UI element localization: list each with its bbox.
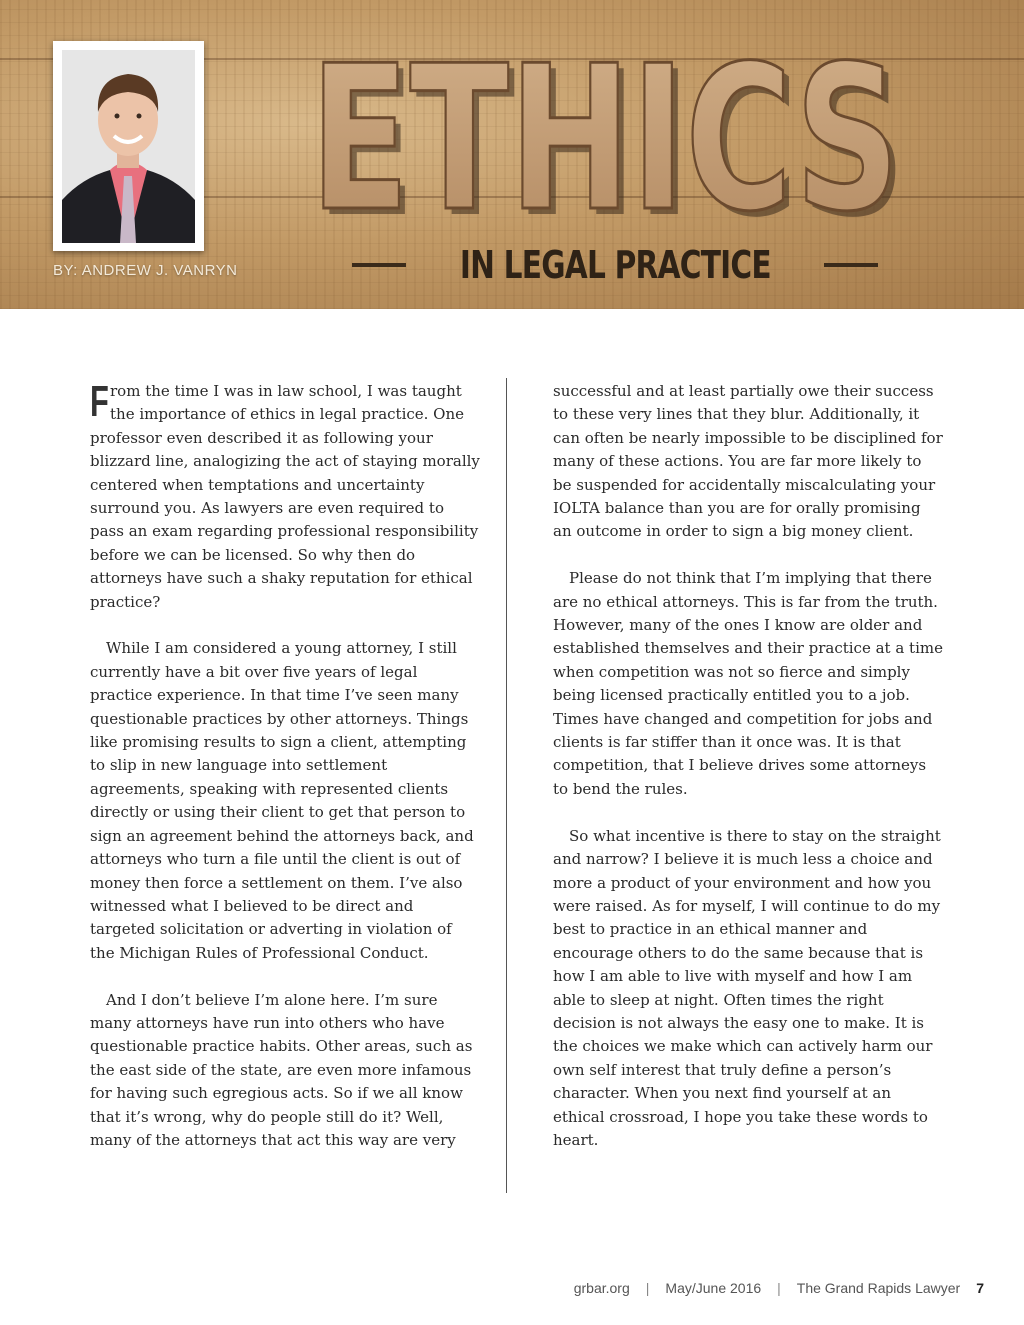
author-portrait-image (62, 50, 195, 243)
article-paragraph (90, 377, 480, 614)
subtitle-row (380, 240, 850, 290)
footer-separator: | (645, 1280, 650, 1296)
article-paragraph: successful and at least partially owe their success to these very lines that they blur. Additionally, it can often be nearly impossible to be disciplined for many of these actions. You are far more likely to be suspended for accidentally miscalculating your IOLTA balance than you are for orally promising an outcome in order to sign a big money client. (553, 382, 943, 541)
subtitle-rule-right (824, 263, 878, 267)
author-photo (62, 50, 195, 243)
drop-cap: F (90, 377, 109, 426)
article-right-column (553, 380, 943, 1176)
author-byline: BY: ANDREW J. VANRYN (53, 262, 238, 279)
ethics-title-shadow: ETHICS (316, 30, 906, 240)
page-footer (574, 1280, 984, 1296)
page-number: 7 (976, 1280, 984, 1296)
footer-site-link[interactable]: grbar.org (573, 1280, 630, 1296)
article-paragraph: Please do not think that I’m implying that there are no ethical attorneys. This is far from the truth. However, many of the ones I know are older and established themselves and their practice at a time when competition was not so fierce and simply being licensed practically entitled you to a job. Times have changed and competition for jobs and clients is far stiffer than it once was. It is that competition, that I believe drives some attorneys to bend the rules. (553, 569, 943, 798)
subtitle-text: IN LEGAL PRACTICE (459, 243, 771, 287)
ethics-title-graphic (300, 30, 910, 240)
footer-separator: | (777, 1280, 781, 1296)
footer-issue: May/June 2016 (665, 1280, 762, 1296)
subtitle-rule-left (352, 263, 406, 267)
header-banner (0, 0, 1024, 309)
article-left-column (90, 377, 480, 1176)
article-paragraph: While I am considered a young attorney, I still currently have a bit over five years of legal practice experience. In that time I’ve seen many questionable practices by other attorneys. Things like promising results to sign a client, attempting to slip in new language into settlement agreements, speaking with represented clients directly or using their client to get that person to sign an agreement behind the attorneys back, and attorneys who turn a file until the client is out of money then force a settlement on them. I’ve also witnessed what I believed to be direct and targeted solicitation or adverting in violation of the Michigan Rules of Professional Conduct. (90, 639, 474, 962)
author-photo-frame (53, 41, 204, 251)
column-divider (506, 378, 507, 1193)
ethics-title-text: ETHICS (310, 30, 900, 240)
footer-publication: The Grand Rapids Lawyer (796, 1280, 961, 1296)
paragraph-text: rom the time I was in law school, I was taught the importance of ethics in legal practice. One professor even described it as following your blizzard line, analogizing the act of staying morally centered when temptations and uncertainty surround you. As lawyers are even required to pass an exam regarding professional responsibility before we can be licensed. So why then do attorneys have such a shaky reputation for ethical practice? (90, 382, 480, 611)
article-paragraph: So what incentive is there to stay on the straight and narrow? I believe it is much less a choice and more a product of your environment and how you were raised. As for myself, I will continue to do my best to practice in an ethical manner and encourage others to do the same because that is how I am able to live with myself and how I am able to sleep at night. Often times the right decision is not always the easy one to make. It is the choices we make which can actively harm our own self interest that truly define a person’s character. When you next find yourself at an ethical crossroad, I hope you take these words to heart. (553, 826, 941, 1149)
article-paragraph: And I don’t believe I’m alone here. I’m sure many attorneys have run into others who have questionable practice habits. Other areas, such as the east side of the state, are even more infamous for having such egregious acts. So if we all know that it’s wrong, why do people still do it? Well, many of the attorneys that act this way are very (90, 990, 473, 1149)
